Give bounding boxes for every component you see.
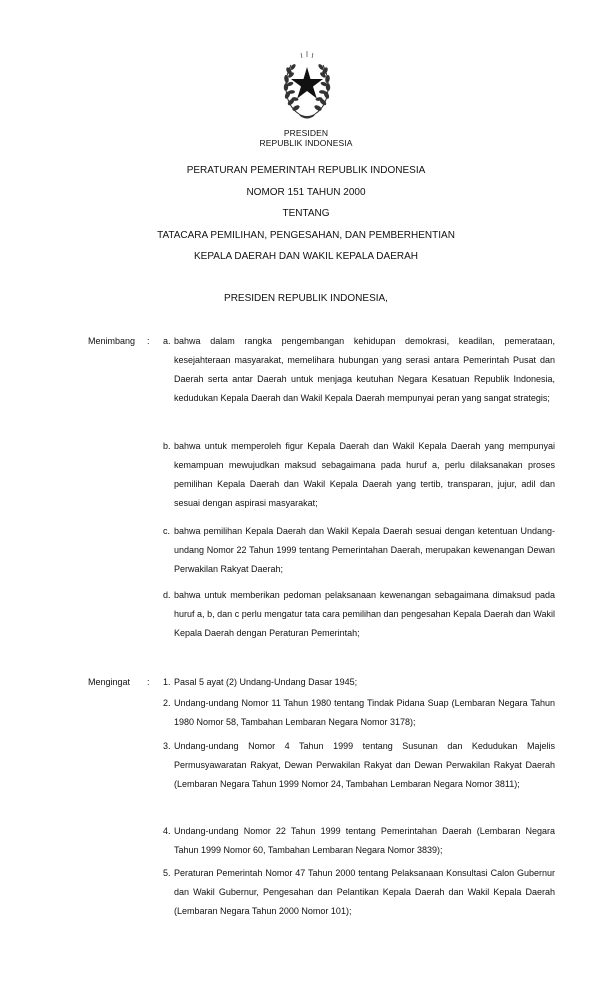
garuda-emblem-icon — [281, 41, 333, 121]
item-marker: a. — [163, 336, 171, 346]
regulation-title: PERATURAN PEMERINTAH REPUBLIK INDONESIA — [186, 165, 426, 176]
item-text: Undang-undang Nomor 4 Tahun 1999 tentang Susunan dan Kedudukan Majelis Permusyawaratan Rakyat, Dewan Perwakilan Rakyat dan Dewan Perwakilan Rakyat Daerah (Lembaran Negara Tahun 1999 Nomor 24, Tambahan Lembaran Negara Nomor 3811); — [174, 741, 555, 789]
regulation-number: NOMOR 151 TAHUN 2000 — [246, 187, 366, 198]
letterhead-republik: REPUBLIK INDONESIA — [259, 138, 353, 148]
item-text: Peraturan Pemerintah Nomor 47 Tahun 2000 tentang Pelaksanaan Konsultasi Calon Gubernur dan Wakil Gubernur, Pengesahan dan Pelantikan Kepala Daerah dan Wakil Kepala Daerah (Lembaran Negara Tahun 2000 Nomor 101); — [174, 868, 555, 916]
letterhead-presiden: PRESIDEN — [283, 128, 329, 138]
item-text: bahwa pemilihan Kepala Daerah dan Wakil Kepala Daerah sesuai dengan ketentuan Undang-undang Nomor 22 Tahun 1999 tentang Pemerintahan Daerah, merupakan kewenangan Dewan Perwakilan Rakyat Daerah; — [174, 526, 555, 574]
item-text: Undang-undang Nomor 11 Tahun 1980 tentang Tindak Pidana Suap (Lembaran Negara Tahun 1980 Nomor 58, Tambahan Lembaran Negara Nomor 3178); — [174, 698, 555, 727]
menimbang-colon: : — [147, 336, 150, 346]
item-marker: 1. — [163, 677, 171, 687]
item-text: bahwa untuk memberikan pedoman pelaksanaan kewenangan sebagaimana dimaksud pada huruf a, b, dan c perlu mengatur tata cara pemilihan dan pengesahan Kepala Daerah dan Wakil Kepala Daerah dengan Peraturan Pemerintah; — [174, 590, 555, 638]
item-marker: c. — [163, 526, 171, 536]
item-marker: b. — [163, 441, 171, 451]
regulation-tentang: TENTANG — [282, 208, 330, 219]
item-marker: 4. — [163, 826, 171, 836]
president-heading: PRESIDEN REPUBLIK INDONESIA, — [224, 293, 388, 304]
item-marker: 5. — [163, 868, 171, 878]
item-marker: d. — [163, 590, 171, 600]
regulation-subject-2: KEPALA DAERAH DAN WAKIL KEPALA DAERAH — [194, 251, 418, 262]
item-text: Pasal 5 ayat (2) Undang-Undang Dasar 1945; — [174, 677, 358, 687]
item-text: bahwa untuk memperoleh figur Kepala Daerah dan Wakil Kepala Daerah yang mempunyai kemampuan mewujudkan maksud sebagaimana pada huruf a, perlu dilaksanakan proses pemilihan Kepala Daerah dan Wakil Kepala Daerah yang tertib, transparan, jujur, adil dan sesuai dengan aspirasi masyarakat; — [174, 441, 555, 508]
mengingat-label: Mengingat — [88, 677, 131, 687]
item-marker: 3. — [163, 741, 171, 751]
item-text: bahwa dalam rangka pengembangan kehidupan demokrasi, keadilan, pemerataan, kesejahteraan masyarakat, memelihara hubungan yang serasi antara Pemerintah Pusat dan Daerah serta antar Daerah untuk menjaga keutuhan Negara Kesatuan Republik Indonesia, kedudukan Kepala Daerah dan Wakil Kepala Daerah mempunyai peran yang sangat strategis; — [174, 336, 555, 403]
regulation-subject-1: TATACARA PEMILIHAN, PENGESAHAN, DAN PEMBERHENTIAN — [157, 230, 455, 241]
mengingat-colon: : — [147, 677, 150, 687]
menimbang-label: Menimbang — [88, 336, 136, 346]
item-text: Undang-undang Nomor 22 Tahun 1999 tentang Pemerintahan Daerah (Lembaran Negara Tahun 1999 Nomor 60, Tambahan Lembaran Negara Nomor 3839); — [174, 826, 555, 855]
item-marker: 2. — [163, 698, 171, 708]
